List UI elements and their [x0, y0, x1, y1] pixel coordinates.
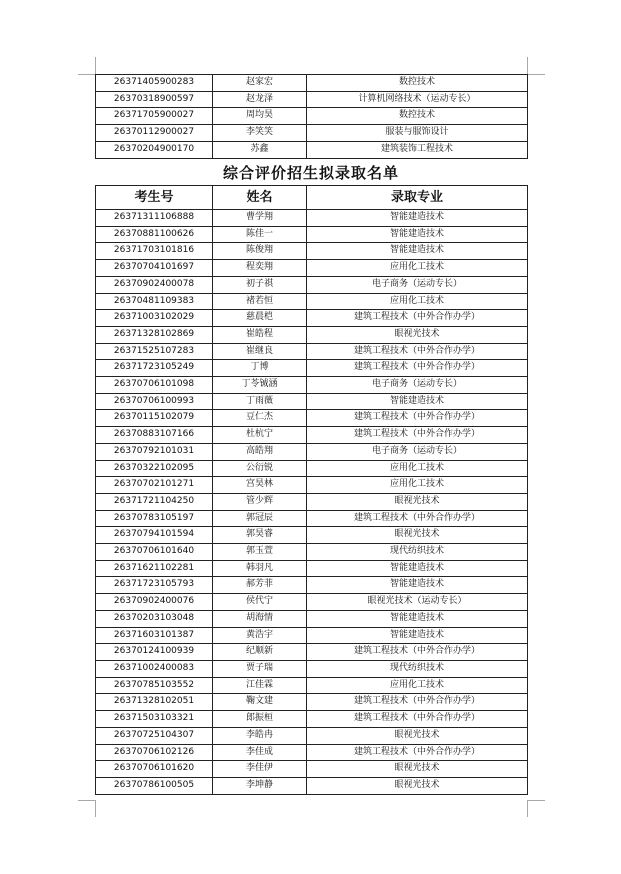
cell-major: 建筑工程技术（中外合作办学）: [307, 343, 528, 360]
table-row: [96, 727, 528, 744]
header-name: 姓名: [213, 186, 307, 210]
cell-exam-number: 26371328102869: [96, 326, 213, 343]
cell-exam-number: 26370786100505: [96, 777, 213, 794]
cell-name: 李佳伊: [213, 761, 307, 778]
cell-major: 计算机网络技术（运动专长）: [307, 91, 528, 108]
cell-major: 智能建造技术: [307, 393, 528, 410]
cell-exam-number: 26370124100939: [96, 644, 213, 661]
cell-major: 电子商务（运动专长）: [307, 276, 528, 293]
cell-major: 建筑工程技术（中外合作办学）: [307, 510, 528, 527]
cell-name: 郭昊睿: [213, 527, 307, 544]
table-row: [96, 777, 528, 794]
table-row: [96, 326, 528, 343]
cell-exam-number: 26370706101620: [96, 761, 213, 778]
table-row: [96, 677, 528, 694]
crop-mark-bottom-left-h: [78, 800, 95, 801]
cell-major: 建筑工程技术（中外合作办学）: [307, 410, 528, 427]
cell-name: 黄浩宇: [213, 627, 307, 644]
table-row: [96, 610, 528, 627]
cell-exam-number: 26370115102079: [96, 410, 213, 427]
continued-admission-table: [95, 74, 528, 159]
cell-name: 李皓冉: [213, 727, 307, 744]
table-row: [96, 343, 528, 360]
table-row: [96, 560, 528, 577]
cell-exam-number: 26370725104307: [96, 727, 213, 744]
table-row: [96, 141, 528, 158]
cell-major: 眼视光技术: [307, 493, 528, 510]
cell-exam-number: 26371723105249: [96, 360, 213, 377]
cell-name: 纪顺新: [213, 644, 307, 661]
cell-major: 智能建造技术: [307, 610, 528, 627]
cell-major: 数控技术: [307, 75, 528, 92]
table-row: [96, 761, 528, 778]
table-header-row: [96, 186, 528, 210]
cell-exam-number: 26371328102051: [96, 694, 213, 711]
table-row: [96, 594, 528, 611]
cell-major: 智能建造技术: [307, 243, 528, 260]
cell-major: 应用化工技术: [307, 677, 528, 694]
crop-mark-bottom-right-v: [527, 800, 528, 817]
table-row: [96, 443, 528, 460]
cell-major: 眼视光技术: [307, 326, 528, 343]
cell-major: 眼视光技术: [307, 527, 528, 544]
cell-name: 苏鑫: [213, 141, 307, 158]
table-row: [96, 243, 528, 260]
table-row: [96, 544, 528, 561]
crop-mark-top-left-v: [95, 57, 96, 74]
table-row: [96, 210, 528, 227]
cell-major: 智能建造技术: [307, 210, 528, 227]
crop-mark-top-right-h: [528, 74, 545, 75]
cell-name: 郭冠辰: [213, 510, 307, 527]
cell-major: 建筑工程技术（中外合作办学）: [307, 310, 528, 327]
cell-major: 智能建造技术: [307, 577, 528, 594]
cell-exam-number: 26370883107166: [96, 427, 213, 444]
cell-exam-number: 26370203103048: [96, 610, 213, 627]
cell-exam-number: 26371503103321: [96, 711, 213, 728]
cell-major: 现代纺织技术: [307, 544, 528, 561]
cell-name: 公衍锐: [213, 460, 307, 477]
table-row: [96, 91, 528, 108]
cell-major: 建筑工程技术（中外合作办学）: [307, 360, 528, 377]
cell-major: 眼视光技术: [307, 761, 528, 778]
cell-major: 电子商务（运动专长）: [307, 377, 528, 394]
table-row: [96, 310, 528, 327]
cell-exam-number: 26370704101697: [96, 260, 213, 277]
table-row: [96, 293, 528, 310]
cell-exam-number: 26371405900283: [96, 75, 213, 92]
table-row: [96, 360, 528, 377]
cell-name: 曹学翔: [213, 210, 307, 227]
table-row: [96, 527, 528, 544]
cell-major: 现代纺织技术: [307, 660, 528, 677]
cell-major: 智能建造技术: [307, 627, 528, 644]
table-row: [96, 108, 528, 125]
cell-exam-number: 26370702101271: [96, 477, 213, 494]
cell-major: 智能建造技术: [307, 560, 528, 577]
table-row: [96, 427, 528, 444]
cell-exam-number: 26371721104250: [96, 493, 213, 510]
cell-name: 赵龙泽: [213, 91, 307, 108]
cell-name: 郭玉萱: [213, 544, 307, 561]
cell-exam-number: 26370112900027: [96, 125, 213, 142]
cell-exam-number: 26370902400076: [96, 594, 213, 611]
cell-name: 胡海情: [213, 610, 307, 627]
cell-name: 陈俊翔: [213, 243, 307, 260]
cell-exam-number: 26371705900027: [96, 108, 213, 125]
table-row: [96, 477, 528, 494]
cell-name: 程奕翔: [213, 260, 307, 277]
cell-exam-number: 26371525107283: [96, 343, 213, 360]
table-row: [96, 125, 528, 142]
cell-major: 建筑工程技术（中外合作办学）: [307, 744, 528, 761]
cell-exam-number: 26370204900170: [96, 141, 213, 158]
section-title: 综合评价招生拟录取名单: [222, 164, 399, 182]
table-row: [96, 744, 528, 761]
cell-exam-number: 26371603101387: [96, 627, 213, 644]
cell-exam-number: 26370322102095: [96, 460, 213, 477]
table-row: [96, 410, 528, 427]
cell-name: 侯代宁: [213, 594, 307, 611]
cell-major: 数控技术: [307, 108, 528, 125]
cell-name: 李笑笑: [213, 125, 307, 142]
crop-mark-bottom-right-h: [528, 800, 545, 801]
crop-mark-bottom-left-v: [95, 800, 96, 817]
table-row: [96, 711, 528, 728]
table-row: [96, 377, 528, 394]
cell-name: 郝芳菲: [213, 577, 307, 594]
table-row: [96, 493, 528, 510]
cell-name: 郎振桓: [213, 711, 307, 728]
cell-major: 应用化工技术: [307, 260, 528, 277]
cell-name: 丁苓铖涵: [213, 377, 307, 394]
crop-mark-top-left-h: [78, 74, 95, 75]
cell-name: 陈佳一: [213, 226, 307, 243]
cell-name: 管少辉: [213, 493, 307, 510]
cell-exam-number: 26371002400083: [96, 660, 213, 677]
cell-name: 初子祺: [213, 276, 307, 293]
table-row: [96, 75, 528, 92]
cell-name: 宫昊林: [213, 477, 307, 494]
cell-exam-number: 26370706101098: [96, 377, 213, 394]
cell-name: 丁雨薇: [213, 393, 307, 410]
cell-exam-number: 26370794101594: [96, 527, 213, 544]
cell-exam-number: 26370785103552: [96, 677, 213, 694]
cell-exam-number: 26370902400078: [96, 276, 213, 293]
cell-major: 建筑工程技术（中外合作办学）: [307, 644, 528, 661]
cell-exam-number: 26370706102126: [96, 744, 213, 761]
cell-major: 电子商务（运动专长）: [307, 443, 528, 460]
cell-name: 丁博: [213, 360, 307, 377]
cell-exam-number: 26370881100626: [96, 226, 213, 243]
cell-exam-number: 26371703101816: [96, 243, 213, 260]
cell-major: 建筑工程技术（中外合作办学）: [307, 711, 528, 728]
cell-name: 周均昊: [213, 108, 307, 125]
cell-name: 鞠文建: [213, 694, 307, 711]
cell-major: 眼视光技术: [307, 727, 528, 744]
table-row: [96, 694, 528, 711]
table-row: [96, 627, 528, 644]
cell-exam-number: 26370481109383: [96, 293, 213, 310]
cell-name: 贾子瑞: [213, 660, 307, 677]
cell-exam-number: 26371621102281: [96, 560, 213, 577]
cell-name: 豆仁杰: [213, 410, 307, 427]
table-row: [96, 660, 528, 677]
table-row: [96, 460, 528, 477]
cell-exam-number: 26370706101640: [96, 544, 213, 561]
cell-major: 眼视光技术: [307, 777, 528, 794]
cell-major: 应用化工技术: [307, 293, 528, 310]
cell-name: 高皓翔: [213, 443, 307, 460]
table-row: [96, 644, 528, 661]
cell-name: 韩羽凡: [213, 560, 307, 577]
cell-major: 建筑工程技术（中外合作办学）: [307, 427, 528, 444]
cell-exam-number: 26370792101031: [96, 443, 213, 460]
table-row: [96, 260, 528, 277]
cell-exam-number: 26370318900597: [96, 91, 213, 108]
table-row: [96, 226, 528, 243]
cell-name: 崔皓程: [213, 326, 307, 343]
cell-name: 江佳霖: [213, 677, 307, 694]
cell-name: 李坤静: [213, 777, 307, 794]
admission-list-table: [95, 185, 528, 795]
cell-major: 眼视光技术（运动专长）: [307, 594, 528, 611]
cell-name: 崔继良: [213, 343, 307, 360]
cell-major: 建筑装饰工程技术: [307, 141, 528, 158]
cell-major: 应用化工技术: [307, 477, 528, 494]
header-exam-number: 考生号: [96, 186, 213, 210]
cell-exam-number: 26370706100993: [96, 393, 213, 410]
table-row: [96, 276, 528, 293]
cell-exam-number: 26371311106888: [96, 210, 213, 227]
table-row: [96, 393, 528, 410]
cell-exam-number: 26371723105793: [96, 577, 213, 594]
cell-name: 褚若恒: [213, 293, 307, 310]
header-major: 录取专业: [307, 186, 528, 210]
cell-exam-number: 26370783105197: [96, 510, 213, 527]
crop-mark-top-right-v: [527, 57, 528, 74]
cell-exam-number: 26371003102029: [96, 310, 213, 327]
cell-major: 服装与服饰设计: [307, 125, 528, 142]
table-row: [96, 577, 528, 594]
cell-name: 李佳成: [213, 744, 307, 761]
table-row: [96, 510, 528, 527]
cell-name: 赵家宏: [213, 75, 307, 92]
cell-major: 智能建造技术: [307, 226, 528, 243]
cell-name: 杜杭宁: [213, 427, 307, 444]
cell-name: 慈晨桤: [213, 310, 307, 327]
cell-major: 建筑工程技术（中外合作办学）: [307, 694, 528, 711]
cell-major: 应用化工技术: [307, 460, 528, 477]
